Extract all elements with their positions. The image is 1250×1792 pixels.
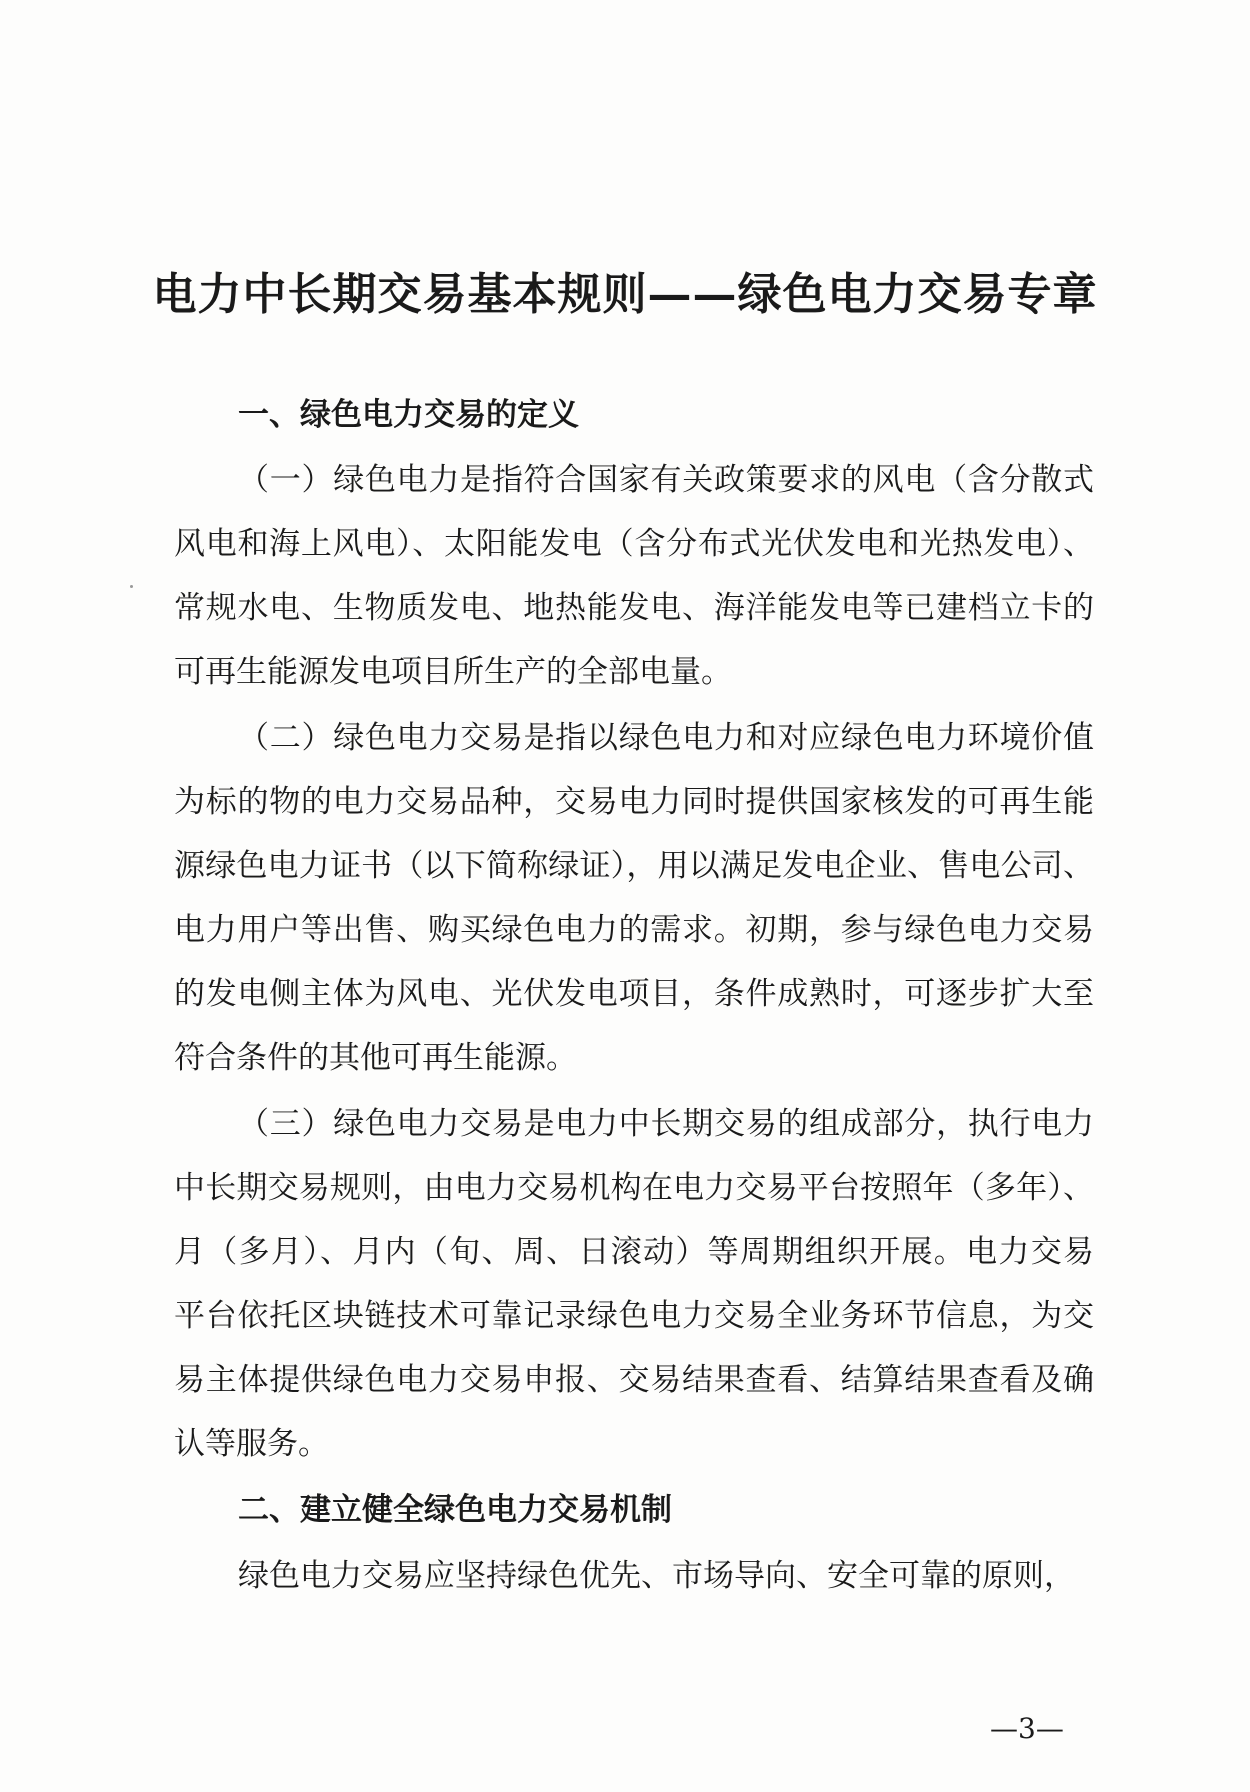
- section-1-heading: 一、绿色电力交易的定义: [238, 397, 579, 433]
- paragraph-1-line: 常规水电、生物质发电、地热能发电、海洋能发电等已建档立卡的: [174, 590, 1094, 626]
- paragraph-2-line: （二）绿色电力交易是指以绿色电力和对应绿色电力环境价值: [238, 720, 1094, 756]
- document-title: 电力中长期交易基本规则——绿色电力交易专章: [152, 269, 1098, 320]
- paragraph-2-line: 电力用户等出售、购买绿色电力的需求。初期，参与绿色电力交易: [174, 912, 1094, 948]
- paragraph-2-line: 的发电侧主体为风电、光伏发电项目，条件成熟时，可逐步扩大至: [174, 976, 1094, 1012]
- paragraph-2-line: 符合条件的其他可再生能源。: [174, 1040, 577, 1076]
- paragraph-2-line: 源绿色电力证书（以下简称绿证），用以满足发电企业、售电公司、: [174, 848, 1094, 884]
- section-2-heading: 二、建立健全绿色电力交易机制: [238, 1492, 672, 1528]
- paragraph-4-line: 绿色电力交易应坚持绿色优先、市场导向、安全可靠的原则，: [238, 1558, 1075, 1594]
- paragraph-3-line: 月（多月）、月内（旬、周、日滚动）等周期组织开展。电力交易: [174, 1234, 1094, 1270]
- paragraph-1-line: （一）绿色电力是指符合国家有关政策要求的风电（含分散式: [238, 462, 1094, 498]
- paragraph-3-line: （三）绿色电力交易是电力中长期交易的组成部分，执行电力: [238, 1106, 1094, 1142]
- paragraph-3-line: 认等服务。: [174, 1426, 329, 1462]
- paragraph-3-line: 平台依托区块链技术可靠记录绿色电力交易全业务环节信息，为交: [174, 1298, 1094, 1334]
- paragraph-1-line: 可再生能源发电项目所生产的全部电量。: [174, 654, 732, 690]
- paragraph-1-line: 风电和海上风电）、太阳能发电（含分布式光伏发电和光热发电）、: [174, 526, 1094, 562]
- page-number: —3—: [990, 1712, 1064, 1745]
- paragraph-3-line: 中长期交易规则，由电力交易机构在电力交易平台按照年（多年）、: [174, 1170, 1094, 1206]
- scan-speck: [130, 585, 133, 588]
- paragraph-3-line: 易主体提供绿色电力交易申报、交易结果查看、结算结果查看及确: [174, 1362, 1094, 1398]
- paragraph-2-line: 为标的物的电力交易品种，交易电力同时提供国家核发的可再生能: [174, 784, 1094, 820]
